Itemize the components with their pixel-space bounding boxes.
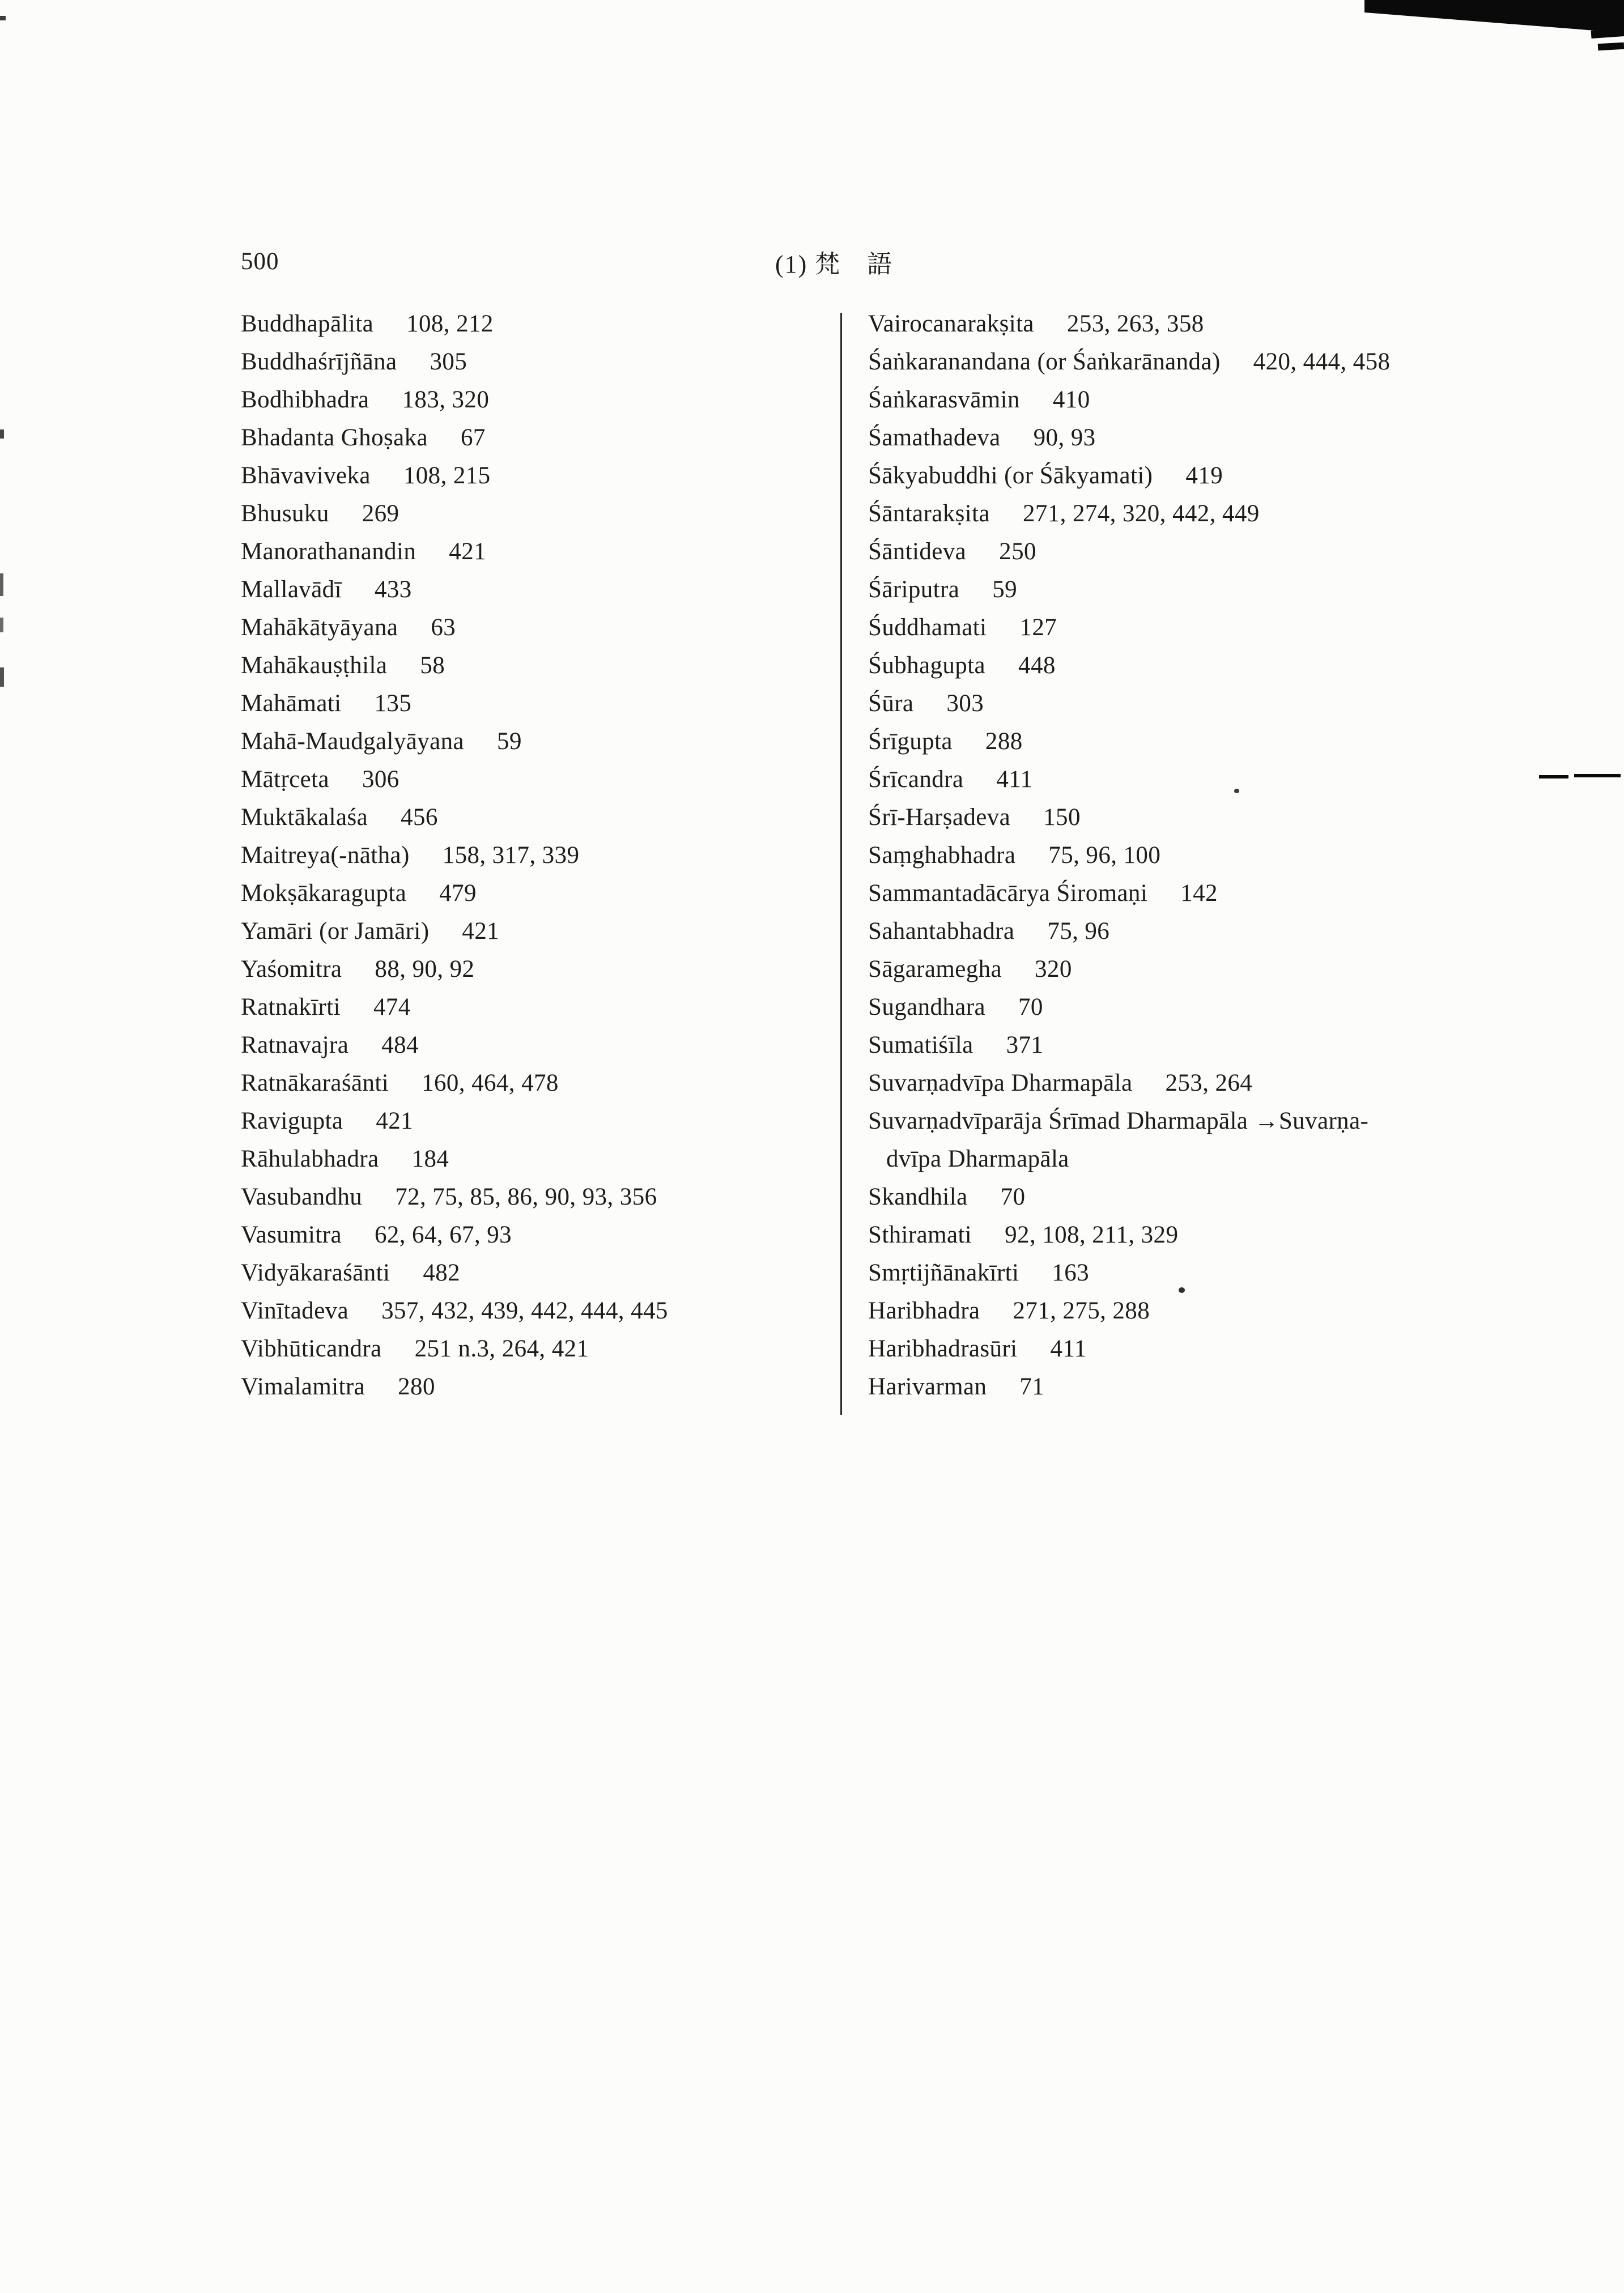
entry-name: Śubhagupta <box>868 652 986 679</box>
entry-page-refs: 92, 108, 211, 329 <box>1005 1222 1179 1248</box>
entry-name: Haribhadra <box>868 1297 980 1324</box>
entry-page-refs: 250 <box>999 538 1036 565</box>
scan-artifact-top-mark <box>1591 28 1624 39</box>
entry-name: Manorathanandin <box>241 538 416 565</box>
index-entry <box>241 1368 813 1406</box>
index-entry <box>868 1254 1616 1292</box>
entry-page-refs: 127 <box>1019 614 1057 641</box>
index-entry <box>868 1026 1616 1064</box>
entry-page-refs: 63 <box>431 614 456 641</box>
entry-name: Śāntideva <box>868 538 967 565</box>
index-entry <box>241 1216 813 1254</box>
entry-page-refs: 184 <box>411 1146 449 1172</box>
scan-artifact-left-edge <box>0 667 4 687</box>
index-entry <box>868 419 1616 457</box>
index-entry <box>241 760 813 798</box>
entry-page-refs: 58 <box>420 652 445 679</box>
index-entry <box>868 457 1616 495</box>
entry-name: Ratnavajra <box>241 1032 349 1058</box>
index-entry <box>241 874 813 912</box>
page-number: 500 <box>241 248 279 275</box>
entry-name: Rāhulabhadra <box>241 1146 379 1172</box>
entry-page-refs: 271, 274, 320, 442, 449 <box>1022 500 1260 527</box>
entry-page-refs: 419 <box>1185 462 1223 489</box>
entry-name: Mātṛceta <box>241 766 329 793</box>
entry-name: Śamathadeva <box>868 424 1001 451</box>
index-entry <box>868 684 1616 722</box>
index-entry <box>868 1178 1616 1216</box>
index-entry <box>241 1330 813 1368</box>
entry-name: Yaśomitra <box>241 956 342 982</box>
entry-page-refs: 420, 444, 458 <box>1253 348 1391 375</box>
entry-name: Ratnakīrti <box>241 994 341 1020</box>
entry-page-refs: 448 <box>1018 652 1056 679</box>
index-entry <box>868 1292 1616 1330</box>
index-entry <box>241 343 813 381</box>
index-entry <box>868 381 1616 419</box>
entry-page-refs: 67 <box>461 424 486 451</box>
index-entry <box>241 912 813 950</box>
entry-name: Mahākauṣṭhila <box>241 652 388 679</box>
entry-name: Bhadanta Ghoṣaka <box>241 424 428 451</box>
entry-page-refs: 88, 90, 92 <box>375 956 475 982</box>
entry-name: Śāriputra <box>868 576 960 603</box>
entry-name: Bhāvaviveka <box>241 462 371 489</box>
entry-page-refs: 142 <box>1180 880 1218 907</box>
index-entry <box>241 1026 813 1064</box>
index-entry <box>868 1102 1616 1140</box>
index-entry <box>241 571 813 609</box>
entry-page-refs: 183, 320 <box>402 386 490 413</box>
entry-page-refs: 410 <box>1052 386 1090 413</box>
column-divider-rule <box>840 313 842 1415</box>
entry-page-refs: 271, 275, 288 <box>1013 1297 1150 1324</box>
entry-page-refs: 71 <box>1019 1373 1045 1400</box>
entry-page-refs: 62, 64, 67, 93 <box>374 1222 512 1248</box>
entry-name: Mahāmati <box>241 690 342 717</box>
entry-name: Śūra <box>868 690 914 717</box>
index-entry <box>241 457 813 495</box>
entry-name: Śaṅkarasvāmin <box>868 386 1020 413</box>
index-entry <box>241 533 813 571</box>
entry-page-refs: 253, 263, 358 <box>1066 310 1204 337</box>
index-entry <box>241 419 813 457</box>
index-entry <box>868 874 1616 912</box>
index-entry <box>868 533 1616 571</box>
entry-page-refs: 108, 215 <box>403 462 491 489</box>
entry-page-refs: 474 <box>373 994 411 1020</box>
entry-name: Sāgaramegha <box>868 956 1002 982</box>
entry-name: Sugandhara <box>868 994 985 1020</box>
entry-name: Vimalamitra <box>241 1373 365 1400</box>
index-entry <box>241 1254 813 1292</box>
entry-name: Śaṅkaranandana (or Śaṅkarānanda) <box>868 348 1221 375</box>
index-entry <box>868 1216 1616 1254</box>
entry-page-refs: 421 <box>449 538 486 565</box>
index-column-right <box>868 305 1616 1406</box>
index-entry <box>241 1064 813 1102</box>
index-entry <box>241 495 813 533</box>
entry-name: Suvarṇadvīparāja Śrīmad Dharmapāla →Suvarṇa- <box>868 1108 1369 1134</box>
entry-page-refs: 482 <box>423 1260 461 1286</box>
index-entry <box>868 1368 1616 1406</box>
scan-artifact-left-edge <box>0 573 3 596</box>
entry-page-refs: 59 <box>497 728 522 755</box>
index-entry <box>868 609 1616 646</box>
scan-artifact-top-bar <box>1364 0 1624 33</box>
entry-name: Haribhadrasūri <box>868 1335 1018 1362</box>
entry-name: Mokṣākaragupta <box>241 880 407 907</box>
entry-page-refs: 288 <box>985 728 1023 755</box>
entry-name: dvīpa Dharmapāla <box>886 1146 1069 1172</box>
index-entry <box>868 305 1616 343</box>
entry-name: Sumatiśīla <box>868 1032 973 1058</box>
entry-name: Vasubandhu <box>241 1184 363 1210</box>
entry-page-refs: 411 <box>1050 1335 1087 1362</box>
index-entry <box>241 798 813 836</box>
index-entry <box>868 912 1616 950</box>
index-entry <box>241 988 813 1026</box>
entry-name: Mahā-Maudgalyāyana <box>241 728 465 755</box>
entry-page-refs: 320 <box>1035 956 1072 982</box>
entry-name: Mahākātyāyana <box>241 614 398 641</box>
entry-name: Bodhibhadra <box>241 386 369 413</box>
scan-artifact-left-corner <box>0 16 6 20</box>
index-entry <box>868 722 1616 760</box>
index-entry <box>868 646 1616 684</box>
index-entry <box>868 760 1616 798</box>
index-entry <box>241 305 813 343</box>
entry-page-refs: 433 <box>374 576 412 603</box>
entry-name: Smṛtijñānakīrti <box>868 1260 1019 1286</box>
index-entry <box>868 988 1616 1026</box>
entry-name: Maitreya(-nātha) <box>241 842 410 869</box>
entry-page-refs: 421 <box>376 1108 414 1134</box>
index-entry <box>868 1140 1616 1178</box>
index-entry <box>241 1140 813 1178</box>
entry-name: Sammantadācārya Śiromaṇi <box>868 880 1148 907</box>
entry-name: Śuddhamati <box>868 614 987 641</box>
entry-name: Yamāri (or Jamāri) <box>241 918 430 945</box>
entry-name: Harivarman <box>868 1373 987 1400</box>
entry-page-refs: 135 <box>374 690 412 717</box>
index-column-left <box>241 305 813 1406</box>
entry-page-refs: 269 <box>362 500 399 527</box>
entry-name: Ravigupta <box>241 1108 343 1134</box>
entry-page-refs: 150 <box>1043 804 1081 831</box>
index-entry <box>241 836 813 874</box>
entry-page-refs: 479 <box>439 880 477 907</box>
entry-page-refs: 75, 96 <box>1047 918 1110 945</box>
entry-name: Śrīcandra <box>868 766 964 793</box>
entry-name: Bhusuku <box>241 500 329 527</box>
entry-page-refs: 72, 75, 85, 86, 90, 93, 356 <box>395 1184 657 1210</box>
entry-page-refs: 280 <box>398 1373 435 1400</box>
entry-page-refs: 306 <box>362 766 399 793</box>
entry-name: Mallavādī <box>241 576 342 603</box>
entry-page-refs: 70 <box>1000 1184 1026 1210</box>
entry-page-refs: 251 n.3, 264, 421 <box>414 1335 589 1362</box>
entry-page-refs: 108, 212 <box>406 310 494 337</box>
scan-artifact-left-edge <box>0 618 3 632</box>
entry-name: Śrīgupta <box>868 728 953 755</box>
index-entry <box>868 571 1616 609</box>
entry-name: Skandhila <box>868 1184 968 1210</box>
entry-page-refs: 303 <box>946 690 984 717</box>
index-entry <box>868 1330 1616 1368</box>
index-entry <box>868 798 1616 836</box>
index-entry <box>241 1178 813 1216</box>
entry-page-refs: 421 <box>462 918 500 945</box>
scan-artifact-top-mark <box>1598 42 1624 50</box>
index-entry <box>868 343 1616 381</box>
entry-page-refs: 411 <box>996 766 1033 793</box>
index-entry <box>241 684 813 722</box>
entry-name: Vidyākaraśānti <box>241 1260 390 1286</box>
index-entry <box>241 609 813 646</box>
entry-page-refs: 75, 96, 100 <box>1048 842 1161 869</box>
entry-page-refs: 90, 93 <box>1033 424 1096 451</box>
index-entry <box>868 495 1616 533</box>
entry-name: Saṃghabhadra <box>868 842 1016 869</box>
index-entry <box>241 950 813 988</box>
index-entry <box>241 722 813 760</box>
entry-name: Vibhūticandra <box>241 1335 382 1362</box>
entry-page-refs: 371 <box>1006 1032 1044 1058</box>
entry-name: Vasumitra <box>241 1222 342 1248</box>
entry-name: Muktākalaśa <box>241 804 368 831</box>
entry-name: Ratnākaraśānti <box>241 1070 389 1096</box>
scan-artifact-left-edge <box>0 429 4 439</box>
entry-page-refs: 59 <box>992 576 1018 603</box>
entry-page-refs: 253, 264 <box>1165 1070 1253 1096</box>
index-entry <box>241 381 813 419</box>
entry-name: Sahantabhadra <box>868 918 1015 945</box>
index-entry <box>868 836 1616 874</box>
entry-page-refs: 158, 317, 339 <box>442 842 580 869</box>
entry-name: Suvarṇadvīpa Dharmapāla <box>868 1070 1133 1096</box>
entry-name: Śrī-Harṣadeva <box>868 804 1011 831</box>
index-entry <box>241 1292 813 1330</box>
entry-name: Buddhaśrījñāna <box>241 348 397 375</box>
page-header: (1) 梵 語 <box>775 250 894 278</box>
entry-page-refs: 484 <box>381 1032 419 1058</box>
index-entry <box>241 646 813 684</box>
index-entry <box>868 1064 1616 1102</box>
entry-name: Śākyabuddhi (or Śākyamati) <box>868 462 1153 489</box>
entry-name: Vairocanarakṣita <box>868 310 1034 337</box>
index-entry <box>868 950 1616 988</box>
entry-page-refs: 70 <box>1018 994 1043 1020</box>
index-entry <box>241 1102 813 1140</box>
entry-page-refs: 305 <box>430 348 467 375</box>
entry-page-refs: 163 <box>1052 1260 1090 1286</box>
entry-name: Sthiramati <box>868 1222 972 1248</box>
entry-name: Vinītadeva <box>241 1297 349 1324</box>
entry-page-refs: 357, 432, 439, 442, 444, 445 <box>381 1297 668 1324</box>
entry-page-refs: 160, 464, 478 <box>422 1070 559 1096</box>
entry-page-refs: 456 <box>401 804 438 831</box>
entry-name: Śāntarakṣita <box>868 500 990 527</box>
entry-name: Buddhapālita <box>241 310 374 337</box>
